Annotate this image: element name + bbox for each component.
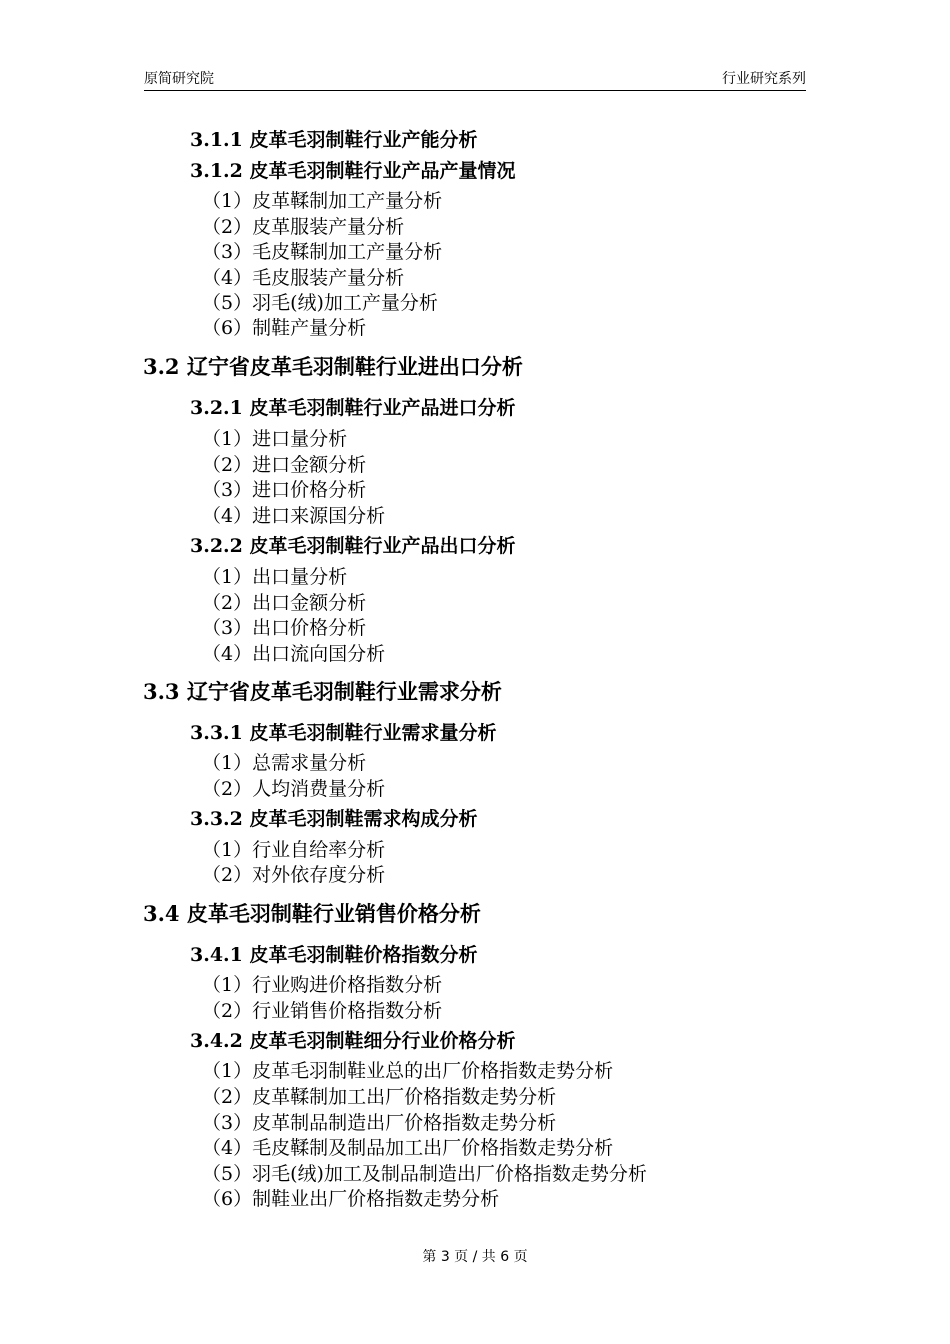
toc-item: （4）毛皮鞣制及制品加工出厂价格指数走势分析 xyxy=(202,1137,614,1159)
toc-subsection-heading: 3.1.1 皮革毛羽制鞋行业产能分析 xyxy=(190,129,478,151)
toc-section-heading: 3.2 辽宁省皮革毛羽制鞋行业进出口分析 xyxy=(143,354,523,379)
toc-item: （3）皮革制品制造出厂价格指数走势分析 xyxy=(202,1112,557,1134)
toc-item: （3）进口价格分析 xyxy=(202,479,367,501)
toc-subsection-heading: 3.2.2 皮革毛羽制鞋行业产品出口分析 xyxy=(190,535,516,557)
toc-item: （2）进口金额分析 xyxy=(202,454,367,476)
page-footer: 第 3 页 / 共 6 页 xyxy=(422,1249,528,1265)
toc-subsection-heading: 3.2.1 皮革毛羽制鞋行业产品进口分析 xyxy=(190,397,516,419)
toc-item: （2）行业销售价格指数分析 xyxy=(202,1000,443,1022)
toc-item: （1）行业购进价格指数分析 xyxy=(202,974,443,996)
toc-item: （2）皮革鞣制加工出厂价格指数走势分析 xyxy=(202,1086,557,1108)
toc-item: （1）皮革毛羽制鞋业总的出厂价格指数走势分析 xyxy=(202,1060,614,1082)
toc-item: （2）出口金额分析 xyxy=(202,592,367,614)
toc-item: （6）制鞋业出厂价格指数走势分析 xyxy=(202,1188,500,1210)
toc-item: （2）对外依存度分析 xyxy=(202,864,386,886)
toc-item: （2）人均消费量分析 xyxy=(202,778,386,800)
toc-item: （1）行业自给率分析 xyxy=(202,839,386,861)
toc-subsection-heading: 3.4.2 皮革毛羽制鞋细分行业价格分析 xyxy=(190,1030,516,1052)
toc-item: （1）总需求量分析 xyxy=(202,752,367,774)
header-org: 原简研究院 xyxy=(144,71,214,87)
toc-item: （4）进口来源国分析 xyxy=(202,505,386,527)
toc-subsection-heading: 3.3.2 皮革毛羽制鞋需求构成分析 xyxy=(190,808,478,830)
toc-item: （3）毛皮鞣制加工产量分析 xyxy=(202,241,443,263)
header-series: 行业研究系列 xyxy=(722,71,806,87)
toc-item: （3）出口价格分析 xyxy=(202,617,367,639)
toc-item: （4）出口流向国分析 xyxy=(202,643,386,665)
toc-subsection-heading: 3.1.2 皮革毛羽制鞋行业产品产量情况 xyxy=(190,160,516,182)
toc-item: （5）羽毛(绒)加工及制品制造出厂价格指数走势分析 xyxy=(202,1163,647,1185)
toc-item: （2）皮革服装产量分析 xyxy=(202,216,405,238)
toc-subsection-heading: 3.4.1 皮革毛羽制鞋价格指数分析 xyxy=(190,944,478,966)
toc-item: （1）皮革鞣制加工产量分析 xyxy=(202,190,443,212)
toc-item: （6）制鞋产量分析 xyxy=(202,317,367,339)
toc-section-heading: 3.3 辽宁省皮革毛羽制鞋行业需求分析 xyxy=(143,679,502,704)
toc-subsection-heading: 3.3.1 皮革毛羽制鞋行业需求量分析 xyxy=(190,722,497,744)
toc-item: （5）羽毛(绒)加工产量分析 xyxy=(202,292,438,314)
toc-section-heading: 3.4 皮革毛羽制鞋行业销售价格分析 xyxy=(143,901,481,926)
toc-item: （1）进口量分析 xyxy=(202,428,348,450)
page-header xyxy=(144,66,806,91)
toc-item: （4）毛皮服装产量分析 xyxy=(202,267,405,289)
toc-item: （1）出口量分析 xyxy=(202,566,348,588)
